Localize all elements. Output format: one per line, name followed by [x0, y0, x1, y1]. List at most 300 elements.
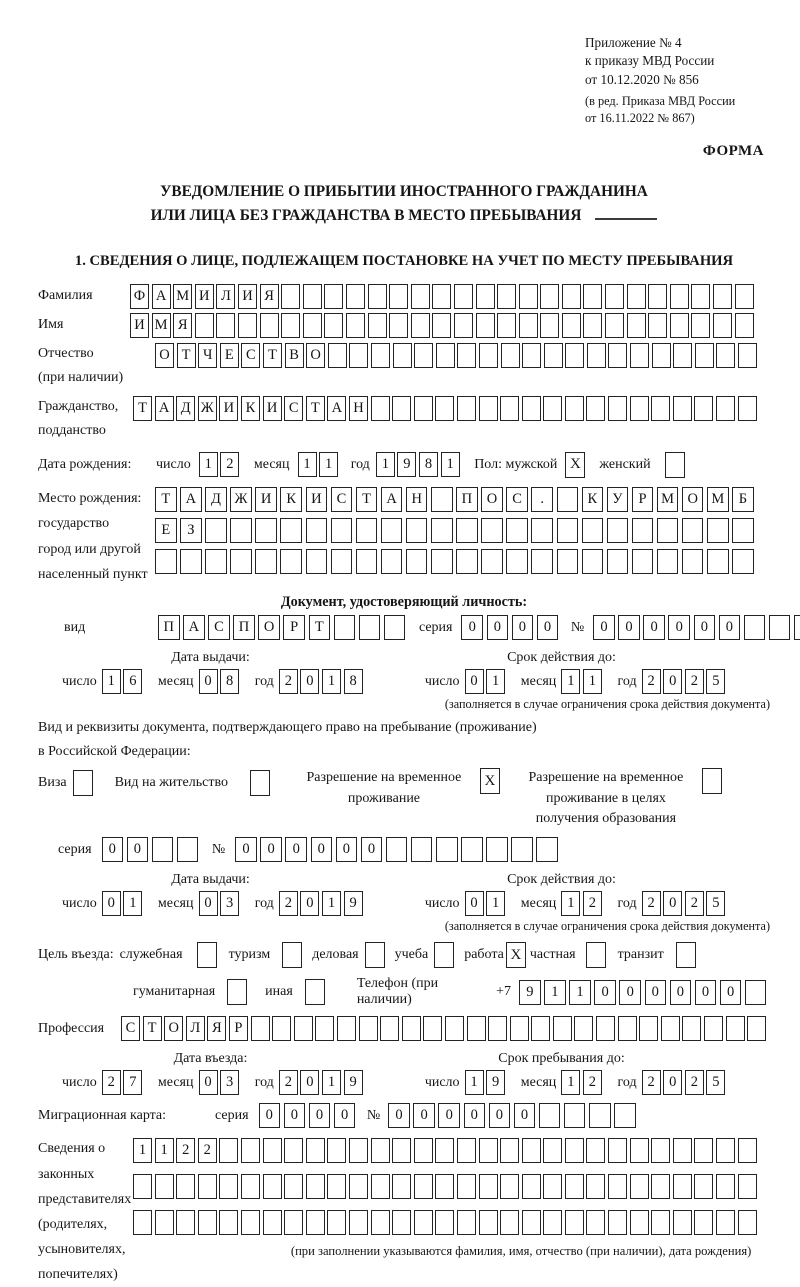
char-cell[interactable]: Я [207, 1016, 226, 1041]
char-cell[interactable]: Т [263, 343, 282, 368]
char-cell[interactable] [608, 1138, 627, 1163]
char-cell[interactable]: 0 [670, 980, 692, 1005]
char-cell[interactable] [152, 837, 174, 862]
char-cell[interactable] [589, 1103, 611, 1128]
char-cell[interactable]: 0 [618, 615, 640, 640]
char-cell[interactable] [486, 837, 508, 862]
char-cell[interactable] [732, 549, 754, 574]
char-cell[interactable]: Т [177, 343, 196, 368]
char-cell[interactable]: 0 [663, 891, 682, 916]
char-cell[interactable]: 2 [198, 1138, 217, 1163]
char-cell[interactable]: Р [283, 615, 305, 640]
char-cell[interactable] [414, 343, 433, 368]
char-cell[interactable]: 1 [123, 891, 142, 916]
char-cell[interactable]: О [306, 343, 325, 368]
char-cell[interactable]: А [155, 396, 174, 421]
char-cell[interactable] [586, 1210, 605, 1235]
temporary-residence-education-checkbox[interactable] [702, 768, 722, 794]
char-cell[interactable]: 1 [155, 1138, 174, 1163]
char-cell[interactable]: Я [173, 313, 192, 338]
char-cell[interactable]: 1 [561, 891, 580, 916]
char-cell[interactable]: О [155, 343, 174, 368]
char-cell[interactable] [272, 1016, 291, 1041]
char-cell[interactable]: 0 [102, 891, 121, 916]
char-cell[interactable]: Н [406, 487, 428, 512]
char-cell[interactable]: 0 [465, 891, 484, 916]
char-cell[interactable] [255, 549, 277, 574]
char-cell[interactable] [346, 284, 365, 309]
char-cell[interactable] [596, 1016, 615, 1041]
char-cell[interactable]: С [506, 487, 528, 512]
char-cell[interactable]: 0 [489, 1103, 511, 1128]
char-cell[interactable] [371, 1174, 390, 1199]
char-cell[interactable] [639, 1016, 658, 1041]
char-cell[interactable]: 2 [642, 669, 661, 694]
char-cell[interactable] [713, 313, 732, 338]
char-cell[interactable] [414, 1210, 433, 1235]
char-cell[interactable]: 1 [322, 891, 341, 916]
char-cell[interactable] [476, 313, 495, 338]
char-cell[interactable] [769, 615, 791, 640]
char-cell[interactable]: 0 [300, 669, 319, 694]
char-cell[interactable] [652, 343, 671, 368]
char-cell[interactable] [454, 313, 473, 338]
char-cell[interactable] [531, 1016, 550, 1041]
char-cell[interactable] [651, 1138, 670, 1163]
char-cell[interactable] [627, 284, 646, 309]
char-cell[interactable]: Т [155, 487, 177, 512]
char-cell[interactable]: . [531, 487, 553, 512]
char-cell[interactable]: О [481, 487, 503, 512]
char-cell[interactable]: 2 [642, 1070, 661, 1095]
char-cell[interactable]: 0 [309, 1103, 331, 1128]
char-cell[interactable]: Т [133, 396, 152, 421]
char-cell[interactable]: 0 [102, 837, 124, 862]
char-cell[interactable] [682, 549, 704, 574]
char-cell[interactable] [331, 518, 353, 543]
char-cell[interactable]: 0 [413, 1103, 435, 1128]
char-cell[interactable] [368, 313, 387, 338]
char-cell[interactable] [673, 343, 692, 368]
char-cell[interactable] [306, 1174, 325, 1199]
char-cell[interactable] [522, 1210, 541, 1235]
char-cell[interactable] [694, 1210, 713, 1235]
char-cell[interactable]: 0 [300, 1070, 319, 1095]
transit-checkbox[interactable] [676, 942, 696, 968]
char-cell[interactable] [500, 1210, 519, 1235]
char-cell[interactable]: 5 [706, 669, 725, 694]
char-cell[interactable] [406, 549, 428, 574]
char-cell[interactable] [306, 518, 328, 543]
char-cell[interactable]: С [241, 343, 260, 368]
char-cell[interactable] [392, 1210, 411, 1235]
char-cell[interactable]: 0 [235, 837, 257, 862]
char-cell[interactable] [565, 1210, 584, 1235]
char-cell[interactable]: 0 [127, 837, 149, 862]
char-cell[interactable]: 9 [486, 1070, 505, 1095]
char-cell[interactable] [368, 284, 387, 309]
visa-checkbox[interactable] [73, 770, 93, 796]
char-cell[interactable] [539, 1103, 561, 1128]
char-cell[interactable] [694, 1174, 713, 1199]
char-cell[interactable] [707, 549, 729, 574]
char-cell[interactable] [506, 549, 528, 574]
char-cell[interactable] [540, 284, 559, 309]
char-cell[interactable] [574, 1016, 593, 1041]
char-cell[interactable] [324, 284, 343, 309]
char-cell[interactable] [371, 343, 390, 368]
char-cell[interactable] [562, 284, 581, 309]
char-cell[interactable] [632, 549, 654, 574]
char-cell[interactable] [216, 313, 235, 338]
char-cell[interactable] [219, 1174, 238, 1199]
char-cell[interactable] [738, 1174, 757, 1199]
char-cell[interactable] [661, 1016, 680, 1041]
char-cell[interactable] [583, 284, 602, 309]
char-cell[interactable] [414, 396, 433, 421]
char-cell[interactable]: 0 [594, 980, 616, 1005]
char-cell[interactable] [565, 343, 584, 368]
char-cell[interactable] [586, 1174, 605, 1199]
char-cell[interactable] [306, 1138, 325, 1163]
char-cell[interactable] [497, 284, 516, 309]
char-cell[interactable]: 2 [642, 891, 661, 916]
char-cell[interactable]: 9 [344, 891, 363, 916]
char-cell[interactable] [406, 518, 428, 543]
char-cell[interactable] [219, 1210, 238, 1235]
char-cell[interactable] [280, 549, 302, 574]
char-cell[interactable] [481, 549, 503, 574]
char-cell[interactable] [431, 518, 453, 543]
char-cell[interactable]: 0 [260, 837, 282, 862]
char-cell[interactable] [327, 1210, 346, 1235]
char-cell[interactable]: 0 [537, 615, 559, 640]
char-cell[interactable]: 0 [487, 615, 509, 640]
char-cell[interactable] [673, 396, 692, 421]
char-cell[interactable]: 1 [441, 452, 460, 477]
char-cell[interactable] [380, 1016, 399, 1041]
char-cell[interactable]: 0 [461, 615, 483, 640]
char-cell[interactable]: К [280, 487, 302, 512]
char-cell[interactable]: 0 [619, 980, 641, 1005]
blank-line[interactable] [595, 218, 657, 220]
char-cell[interactable] [281, 313, 300, 338]
char-cell[interactable] [294, 1016, 313, 1041]
char-cell[interactable] [303, 313, 322, 338]
char-cell[interactable]: Т [143, 1016, 162, 1041]
char-cell[interactable] [337, 1016, 356, 1041]
char-cell[interactable]: 2 [279, 1070, 298, 1095]
char-cell[interactable] [630, 1210, 649, 1235]
char-cell[interactable]: 1 [561, 669, 580, 694]
char-cell[interactable] [670, 284, 689, 309]
char-cell[interactable] [543, 396, 562, 421]
char-cell[interactable] [531, 549, 553, 574]
char-cell[interactable] [745, 980, 767, 1005]
char-cell[interactable]: О [164, 1016, 183, 1041]
char-cell[interactable] [260, 313, 279, 338]
char-cell[interactable] [630, 343, 649, 368]
char-cell[interactable]: 1 [583, 669, 602, 694]
char-cell[interactable] [673, 1138, 692, 1163]
work-checkbox[interactable]: X [506, 942, 526, 968]
char-cell[interactable] [501, 343, 520, 368]
char-cell[interactable] [479, 1174, 498, 1199]
char-cell[interactable] [500, 396, 519, 421]
char-cell[interactable]: 0 [465, 669, 484, 694]
char-cell[interactable] [657, 549, 679, 574]
char-cell[interactable]: 8 [220, 669, 239, 694]
char-cell[interactable] [435, 1138, 454, 1163]
char-cell[interactable] [411, 313, 430, 338]
char-cell[interactable] [411, 284, 430, 309]
char-cell[interactable]: 0 [285, 837, 307, 862]
char-cell[interactable] [411, 837, 433, 862]
char-cell[interactable]: 0 [336, 837, 358, 862]
char-cell[interactable]: 2 [102, 1070, 121, 1095]
char-cell[interactable] [608, 396, 627, 421]
char-cell[interactable]: 0 [695, 980, 717, 1005]
char-cell[interactable] [522, 1174, 541, 1199]
char-cell[interactable] [241, 1138, 260, 1163]
char-cell[interactable] [414, 1174, 433, 1199]
char-cell[interactable]: 8 [419, 452, 438, 477]
char-cell[interactable] [747, 1016, 766, 1041]
char-cell[interactable] [735, 284, 754, 309]
char-cell[interactable] [198, 1174, 217, 1199]
char-cell[interactable]: 2 [685, 1070, 704, 1095]
char-cell[interactable]: 0 [663, 1070, 682, 1095]
char-cell[interactable] [500, 1138, 519, 1163]
char-cell[interactable]: С [331, 487, 353, 512]
char-cell[interactable] [564, 1103, 586, 1128]
char-cell[interactable] [738, 1138, 757, 1163]
char-cell[interactable]: И [255, 487, 277, 512]
char-cell[interactable]: 9 [397, 452, 416, 477]
char-cell[interactable] [176, 1210, 195, 1235]
char-cell[interactable] [205, 518, 227, 543]
char-cell[interactable]: 1 [561, 1070, 580, 1095]
char-cell[interactable] [436, 343, 455, 368]
char-cell[interactable]: 0 [284, 1103, 306, 1128]
char-cell[interactable] [695, 343, 714, 368]
char-cell[interactable] [519, 313, 538, 338]
char-cell[interactable]: Е [155, 518, 177, 543]
char-cell[interactable]: 3 [220, 1070, 239, 1095]
char-cell[interactable] [510, 1016, 529, 1041]
char-cell[interactable] [500, 1174, 519, 1199]
char-cell[interactable]: 0 [694, 615, 716, 640]
char-cell[interactable] [479, 1138, 498, 1163]
char-cell[interactable] [384, 615, 406, 640]
char-cell[interactable] [716, 1138, 735, 1163]
study-checkbox[interactable] [434, 942, 454, 968]
char-cell[interactable]: 1 [486, 669, 505, 694]
char-cell[interactable]: С [121, 1016, 140, 1041]
char-cell[interactable]: 9 [519, 980, 541, 1005]
char-cell[interactable] [306, 1210, 325, 1235]
char-cell[interactable] [432, 284, 451, 309]
char-cell[interactable] [630, 1174, 649, 1199]
char-cell[interactable]: Р [229, 1016, 248, 1041]
business-checkbox[interactable] [365, 942, 385, 968]
char-cell[interactable]: 0 [663, 669, 682, 694]
char-cell[interactable] [284, 1210, 303, 1235]
char-cell[interactable] [543, 1210, 562, 1235]
char-cell[interactable]: 1 [486, 891, 505, 916]
char-cell[interactable]: С [284, 396, 303, 421]
char-cell[interactable] [713, 284, 732, 309]
char-cell[interactable]: И [263, 396, 282, 421]
char-cell[interactable] [349, 1174, 368, 1199]
char-cell[interactable]: В [285, 343, 304, 368]
char-cell[interactable] [195, 313, 214, 338]
char-cell[interactable] [205, 549, 227, 574]
char-cell[interactable] [457, 396, 476, 421]
char-cell[interactable] [651, 1210, 670, 1235]
char-cell[interactable] [284, 1138, 303, 1163]
char-cell[interactable] [544, 343, 563, 368]
char-cell[interactable]: 0 [645, 980, 667, 1005]
char-cell[interactable] [331, 549, 353, 574]
char-cell[interactable] [349, 1138, 368, 1163]
char-cell[interactable]: И [195, 284, 214, 309]
char-cell[interactable] [371, 1210, 390, 1235]
char-cell[interactable] [682, 518, 704, 543]
char-cell[interactable]: М [152, 313, 171, 338]
char-cell[interactable] [630, 396, 649, 421]
char-cell[interactable]: 0 [311, 837, 333, 862]
char-cell[interactable] [431, 549, 453, 574]
char-cell[interactable] [280, 518, 302, 543]
char-cell[interactable] [359, 615, 381, 640]
char-cell[interactable] [540, 313, 559, 338]
char-cell[interactable] [349, 1210, 368, 1235]
char-cell[interactable] [726, 1016, 745, 1041]
char-cell[interactable] [586, 1138, 605, 1163]
residence-permit-checkbox[interactable] [250, 770, 270, 796]
char-cell[interactable] [255, 518, 277, 543]
char-cell[interactable]: П [233, 615, 255, 640]
char-cell[interactable] [738, 1210, 757, 1235]
char-cell[interactable]: 0 [388, 1103, 410, 1128]
char-cell[interactable]: Т [356, 487, 378, 512]
char-cell[interactable] [303, 284, 322, 309]
char-cell[interactable]: 1 [322, 1070, 341, 1095]
char-cell[interactable]: 0 [259, 1103, 281, 1128]
char-cell[interactable] [670, 313, 689, 338]
char-cell[interactable]: 1 [199, 452, 218, 477]
char-cell[interactable]: 0 [643, 615, 665, 640]
char-cell[interactable] [284, 1174, 303, 1199]
char-cell[interactable]: 0 [199, 1070, 218, 1095]
char-cell[interactable] [456, 518, 478, 543]
char-cell[interactable] [457, 343, 476, 368]
char-cell[interactable]: 0 [464, 1103, 486, 1128]
char-cell[interactable] [553, 1016, 572, 1041]
char-cell[interactable] [230, 518, 252, 543]
char-cell[interactable]: 5 [706, 891, 725, 916]
char-cell[interactable] [393, 343, 412, 368]
char-cell[interactable] [618, 1016, 637, 1041]
char-cell[interactable] [716, 343, 735, 368]
char-cell[interactable]: А [327, 396, 346, 421]
char-cell[interactable] [543, 1174, 562, 1199]
char-cell[interactable]: 2 [685, 669, 704, 694]
char-cell[interactable] [522, 396, 541, 421]
char-cell[interactable]: 9 [344, 1070, 363, 1095]
char-cell[interactable] [371, 1138, 390, 1163]
char-cell[interactable]: Р [632, 487, 654, 512]
char-cell[interactable] [479, 1210, 498, 1235]
char-cell[interactable] [402, 1016, 421, 1041]
char-cell[interactable]: Ж [198, 396, 217, 421]
char-cell[interactable]: 0 [334, 1103, 356, 1128]
char-cell[interactable]: Т [309, 615, 331, 640]
char-cell[interactable] [657, 518, 679, 543]
char-cell[interactable] [371, 396, 390, 421]
char-cell[interactable]: 1 [544, 980, 566, 1005]
char-cell[interactable] [479, 396, 498, 421]
char-cell[interactable] [435, 396, 454, 421]
char-cell[interactable] [630, 1138, 649, 1163]
char-cell[interactable] [608, 343, 627, 368]
char-cell[interactable]: 7 [123, 1070, 142, 1095]
char-cell[interactable] [608, 1210, 627, 1235]
char-cell[interactable] [479, 343, 498, 368]
char-cell[interactable] [461, 837, 483, 862]
char-cell[interactable]: Т [306, 396, 325, 421]
char-cell[interactable] [454, 284, 473, 309]
char-cell[interactable] [435, 1174, 454, 1199]
char-cell[interactable]: Б [732, 487, 754, 512]
char-cell[interactable]: 1 [376, 452, 395, 477]
char-cell[interactable] [389, 313, 408, 338]
char-cell[interactable] [632, 518, 654, 543]
char-cell[interactable]: 2 [583, 891, 602, 916]
char-cell[interactable] [691, 313, 710, 338]
char-cell[interactable]: 2 [279, 669, 298, 694]
char-cell[interactable]: 0 [199, 891, 218, 916]
char-cell[interactable]: 5 [706, 1070, 725, 1095]
char-cell[interactable]: 0 [514, 1103, 536, 1128]
char-cell[interactable] [557, 487, 579, 512]
char-cell[interactable] [565, 396, 584, 421]
char-cell[interactable] [356, 518, 378, 543]
char-cell[interactable] [543, 1138, 562, 1163]
char-cell[interactable] [219, 1138, 238, 1163]
char-cell[interactable] [519, 284, 538, 309]
char-cell[interactable]: Л [186, 1016, 205, 1041]
char-cell[interactable] [565, 1138, 584, 1163]
char-cell[interactable]: П [158, 615, 180, 640]
char-cell[interactable] [133, 1210, 152, 1235]
char-cell[interactable]: 1 [569, 980, 591, 1005]
char-cell[interactable]: Я [260, 284, 279, 309]
char-cell[interactable]: И [238, 284, 257, 309]
char-cell[interactable] [586, 396, 605, 421]
sex-male-checkbox[interactable]: X [565, 452, 585, 478]
char-cell[interactable] [241, 1210, 260, 1235]
char-cell[interactable]: 2 [583, 1070, 602, 1095]
char-cell[interactable] [392, 1138, 411, 1163]
char-cell[interactable]: 0 [720, 980, 742, 1005]
char-cell[interactable] [327, 1174, 346, 1199]
char-cell[interactable] [457, 1138, 476, 1163]
char-cell[interactable] [531, 518, 553, 543]
char-cell[interactable] [359, 1016, 378, 1041]
char-cell[interactable] [522, 343, 541, 368]
